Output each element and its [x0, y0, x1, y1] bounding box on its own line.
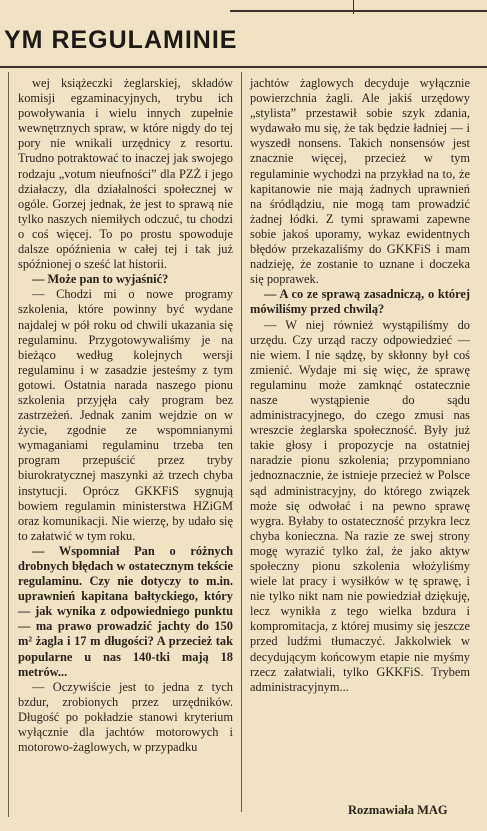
headline-rule — [0, 66, 487, 68]
interview-question: — A co ze sprawą zasadniczą, o której mówiliśmy przed chwilą? — [250, 287, 470, 317]
article-headline: YM REGULAMINIE — [4, 26, 238, 54]
right-column — [250, 76, 470, 695]
left-column-rule — [8, 72, 9, 817]
article-paragraph: wej książeczki żeglarskiej, składów komisji egzaminacyjnych, trybu ich powoływania i wielu innych zupełnie wewnętrznych spraw, w które nigdy do tej pory nie wnikali urzędnicy z resortu. Trudno potraktować to inaczej jak swojego rodzaju „votum nieufności” dla PZŻ i jego działaczy, dla działalności społecznej w ogóle. Gorzej jednak, że jest to sprawą nie tylko naszych niemiłych odczuć, tu chodzi o coś więcej. To po prostu spowoduje dalsze opóźnienia w całej tej i tak już spóźnionej o sześć lat historii. — [18, 76, 233, 272]
column-divider — [241, 72, 242, 812]
article-paragraph: — Oczywiście jest to jedna z tych bzdur, zrobionych przez urzędników. Długość po pokładzie stanowi kryterium wyłącznie dla jachtów motorowych i motorowo-żaglowych, w przypadku — [18, 679, 233, 755]
article-paragraph: — W niej również wystąpiliśmy do urzędu. Czy urząd raczy odpowiedzieć — nie wiem. I nie sądzę, by skłonny był coś zmienić. Wydaje mi się więc, że sprawę regulaminu może zamknąć ostatecznie nasze wystąpienie do sądu administracyjnego, do czego zmusi nas wreszcie żeglarska społeczność. Były już takie głosy i propozycje na ostatniej naradzie pionu szkolenia; przypomniano jednoznacznie, że istnieje przecież w Polsce sąd administracyjny, do którego związek może się odwołać i na pewno sprawę wygra. Byłaby to ostateczność przykra lecz chyba konieczna. Na razie ze swej strony mogę wyrazić tylko żal, że jako aktyw społeczny pionu szkolenia włożyliśmy wiele lat pracy i wysiłków w tę sprawę, i nie tylko nikt nam nie powiedział dziękuję, lecz wynikła z tego wielka bzdura i kompromitacja, z której musimy się jeszcze przed ludźmi tłumaczyć. Jakkolwiek w decydującym końcowym etapie nie myśmy rzecz załatwiali, tylko GKKFiS. Trybem administracyjnym... — [250, 317, 470, 694]
author-signature: Rozmawiała MAG — [348, 803, 448, 817]
interview-question: — Wspomniał Pan o różnych drobnych błędach w ostatecznym tekście regulaminu. Czy nie dotyczy to m.in. uprawnień kapitana bałtyckiego, który — jak wynika z odpowiedniego punktu — ma prawo prowadzić jachty do 150 m² żagla i 17 m długości? A przecież tak popularne u nas 140-tki mają 18 metrów... — [18, 543, 233, 679]
left-column — [18, 76, 233, 755]
article-paragraph: — Chodzi mi o nowe programy szkolenia, które powinny być wydane najdalej w pół roku od chwili ukazania się regulaminu. Przygotowywaliśmy je na bieżąco według kolejnych wersji regulaminu i w zasadzie jesteśmy z tym gotowi. Ostatnia narada naszego pionu szkolenia przyjęła cały program bez zastrzeżeń. Jednak zanim wejdzie on w życie, zgodnie ze wspomnianymi wymaganiami regulaminu trzeba ten program przepuścić przez tryby biurokratycznej maszynki aż trzech chyba instytucji. Oprócz GKKFiS sygnują bowiem regulamin ministerstwa HZiGM oraz komunikacji. Nie wierzę, by udało się to załatwić w tym roku. — [18, 287, 233, 543]
interview-question: — Może pan to wyjaśnić? — [32, 272, 169, 287]
article-paragraph: jachtów żaglowych decyduje wyłącznie powierzchnia żagli. Ale jakiś urzędowy „stylista” przestawił sobie szyk zdania, wydawało mu się, że tak będzie ładniej — i wyszedł nonsens. Takich nonsensów jest znacznie więcej, przecież w tym regulaminie wychodzi na przykład na to, że kapitanowie nie mają żadnych uprawnień na śródlądziu, nie mogą tam prowadzić żadnej łódki. Z tymi sprawami zapewne sobie jakoś uporamy, wykaz ewidentnych błędów przekazaliśmy do GKKFiS i mam nadzieję, że zostanie to uznane i doczeka się poprawek. — [250, 76, 470, 287]
top-rule — [230, 10, 487, 12]
